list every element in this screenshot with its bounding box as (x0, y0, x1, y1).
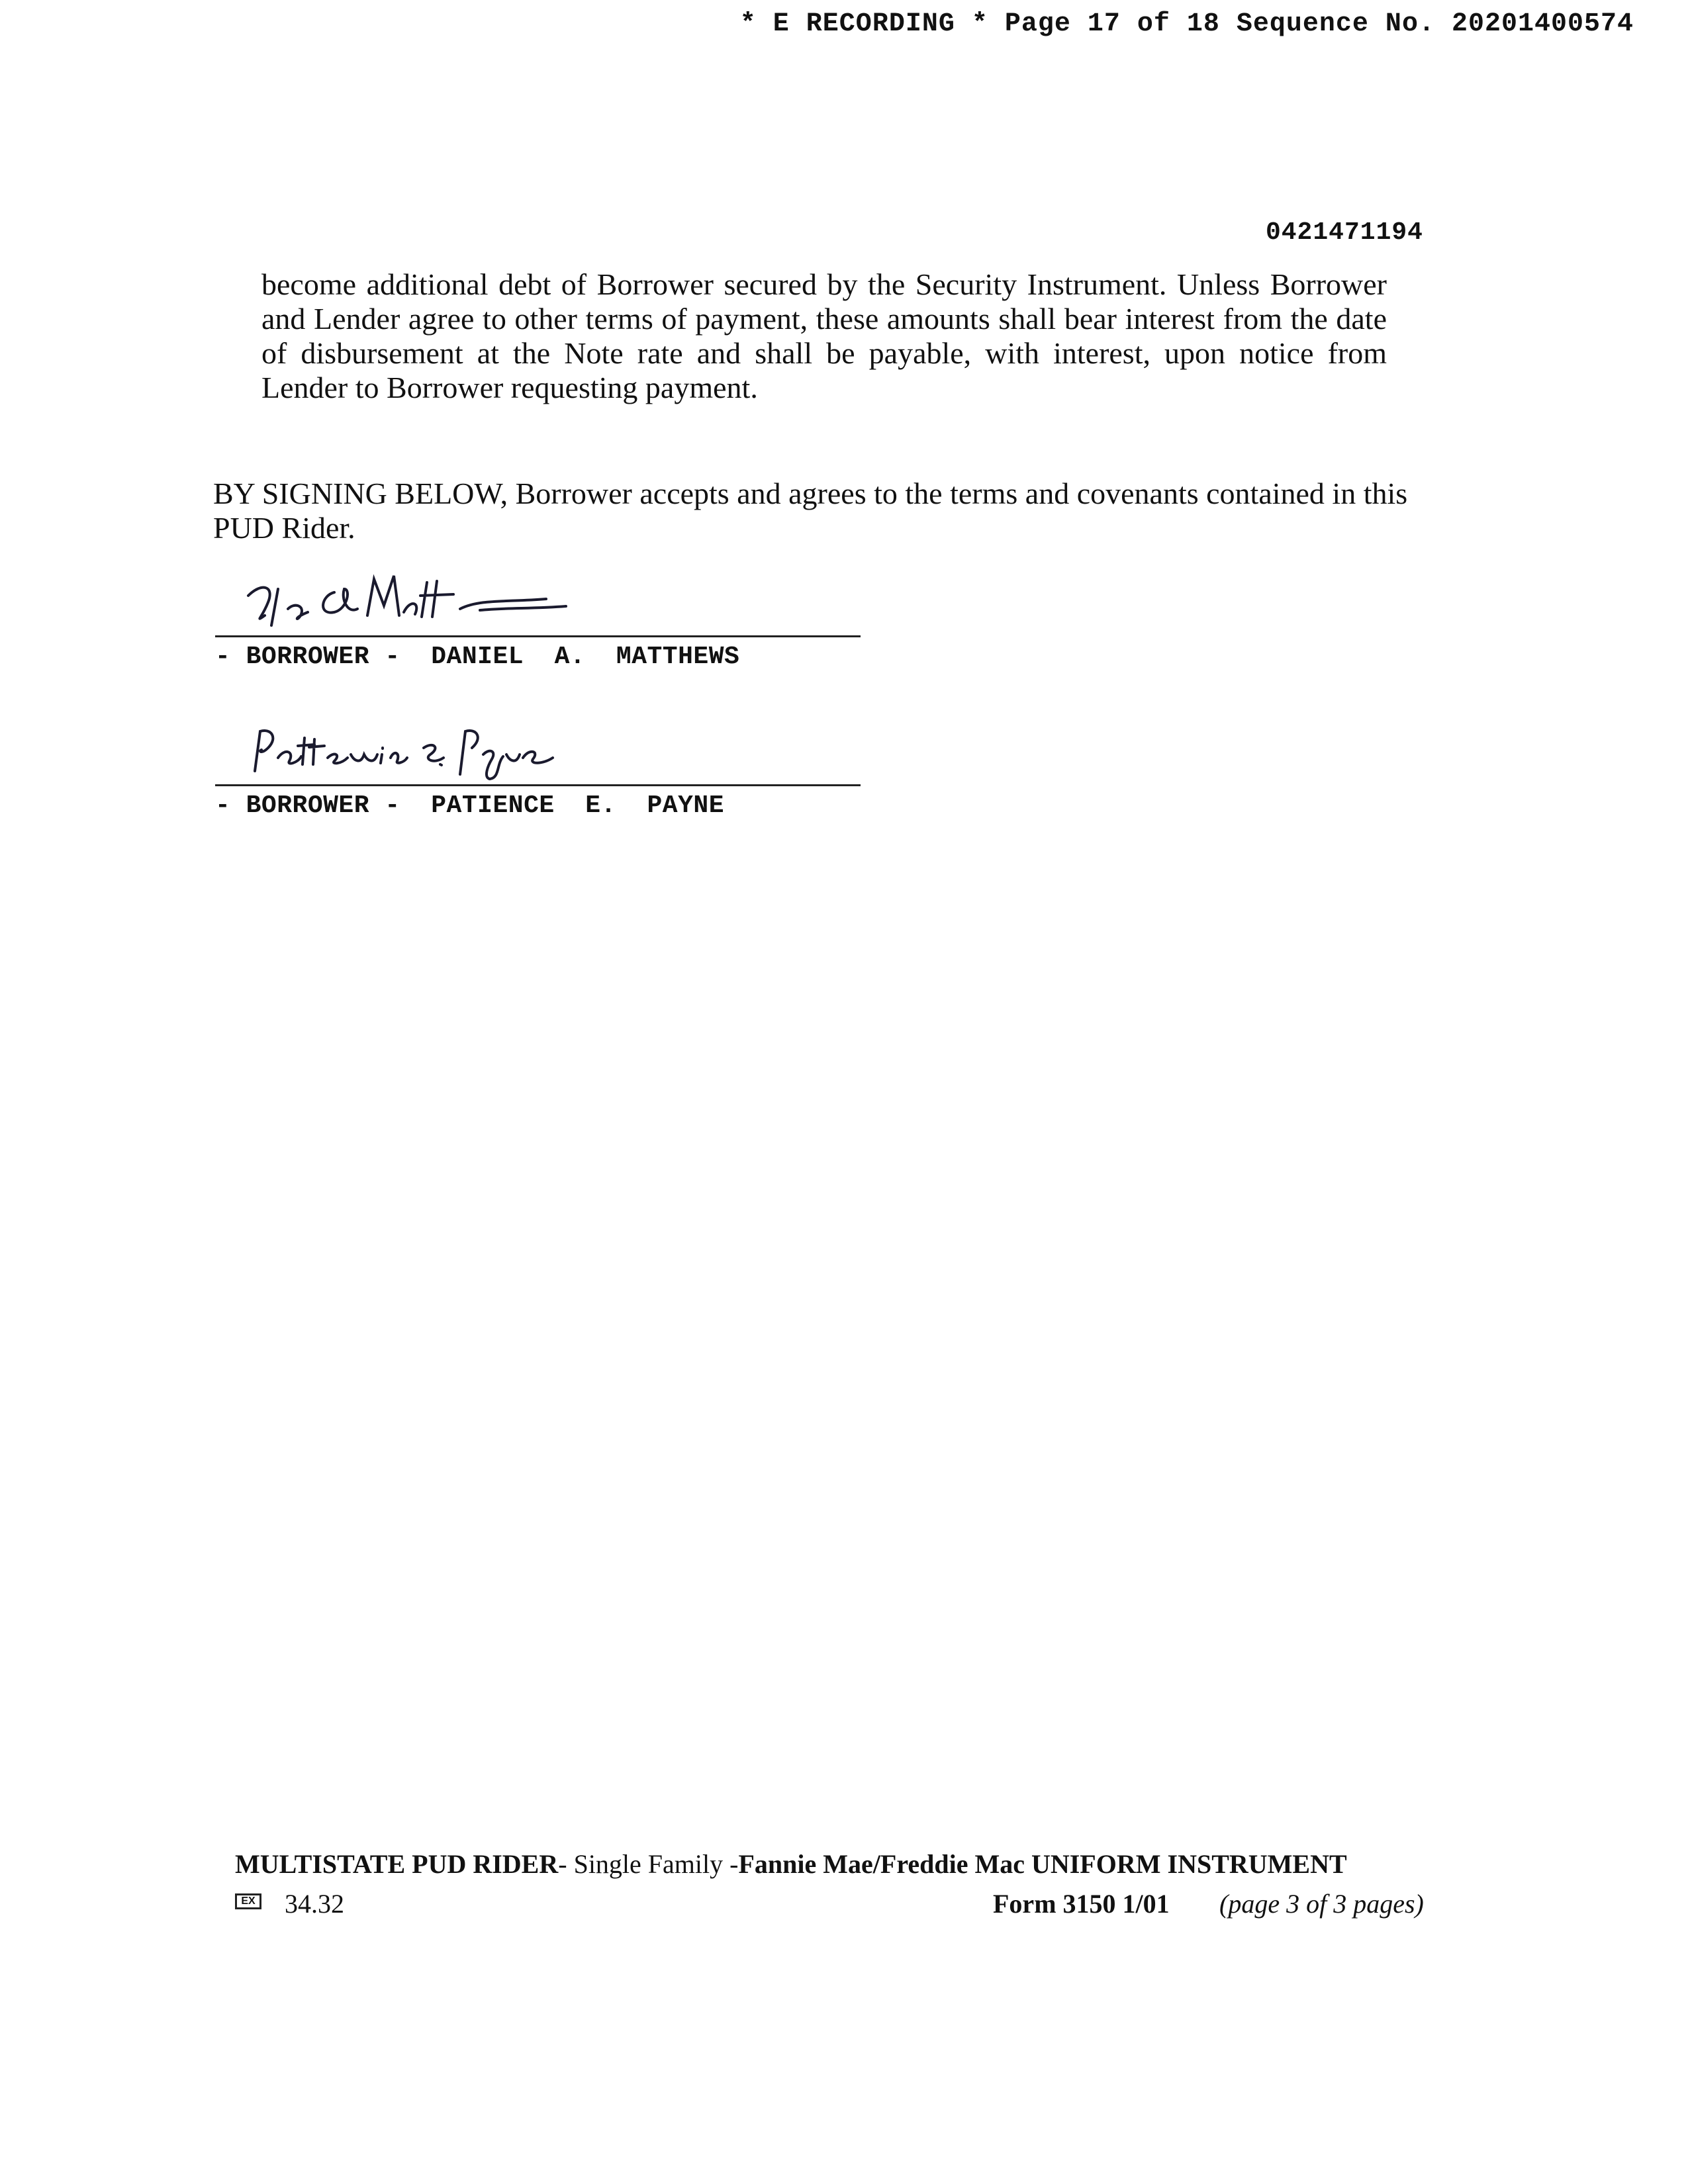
form-footer (235, 1888, 1460, 1921)
borrower-caption: - BORROWER - PATIENCE E. PAYNE (215, 792, 725, 820)
handwritten-signature-1 (242, 569, 586, 635)
form-title-part: MULTISTATE PUD RIDER (235, 1849, 559, 1879)
signing-statement: BY SIGNING BELOW, Borrower accepts and agrees to the terms and covenants contained in this PUD Rider. (213, 477, 1408, 545)
signature-block-borrower-2 (215, 718, 861, 820)
ellie-mae-logo-icon: EX (235, 1893, 261, 1909)
handwritten-signature-2 (242, 718, 586, 784)
form-number: Form 3150 1/01 (993, 1889, 1170, 1919)
form-title-part: Fannie Mae/Freddie Mac UNIFORM INSTRUMENT (738, 1849, 1347, 1879)
recording-header: * E RECORDING * Page 17 of 18 Sequence No. 20201400574 (739, 9, 1634, 39)
borrower-caption: - BORROWER - DANIEL A. MATTHEWS (215, 643, 740, 671)
continued-paragraph: become additional debt of Borrower secured by the Security Instrument. Unless Borrower and Lender agree to other terms of payment, these amounts shall bear interest from the date of disbursement at the Note rate and shall be payable, with interest, upon notice from Lender to Borrower requesting payment. (261, 267, 1387, 404)
signature-line (215, 569, 861, 637)
form-title (235, 1848, 1347, 1880)
loan-number: 0421471194 (1265, 218, 1423, 247)
form-title-part: - Single Family - (558, 1849, 739, 1879)
signature-line (215, 718, 861, 786)
form-code: 34.32 (285, 1889, 344, 1919)
signature-block-borrower-1 (215, 569, 861, 671)
page-count: (page 3 of 3 pages) (1219, 1889, 1424, 1919)
